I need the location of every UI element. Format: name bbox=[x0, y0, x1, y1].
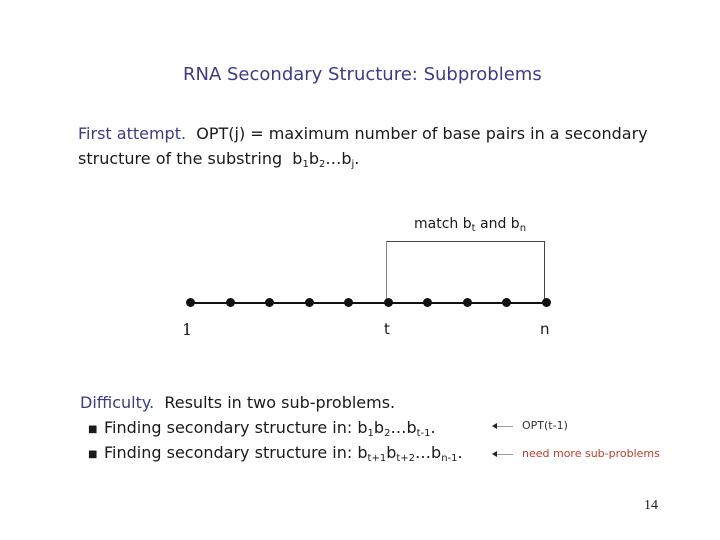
difficulty-line bbox=[80, 393, 395, 412]
note-opt-t-minus-1: OPT(t-1) bbox=[522, 419, 568, 432]
position-label-1: 1 bbox=[182, 320, 193, 339]
first-attempt-label: First attempt. bbox=[78, 124, 187, 143]
sequence-dot bbox=[502, 298, 511, 307]
sequence-dot bbox=[265, 298, 274, 307]
sequence-dot bbox=[423, 298, 432, 307]
match-bracket-right bbox=[544, 241, 545, 300]
opt-definition-cont: structure of the substring bbox=[78, 149, 283, 168]
note-more-subproblems: need more sub-problems bbox=[522, 447, 660, 460]
sequence-dot bbox=[542, 298, 551, 307]
first-attempt-line-2: structure of the substring $b_1b_2\dots b_j$. bbox=[78, 149, 360, 170]
arrow-line-2 bbox=[497, 454, 513, 455]
subproblem-1: Finding secondary structure in: $b_1b_2\dots b_{t-1}$. bbox=[104, 418, 436, 439]
position-label-t: t bbox=[384, 320, 390, 338]
arrow-line-1 bbox=[497, 426, 513, 427]
sequence-dot bbox=[463, 298, 472, 307]
sequence-line bbox=[190, 302, 544, 304]
first-attempt-line-1 bbox=[78, 124, 648, 143]
bullet-1: ■ bbox=[88, 424, 98, 435]
match-label: match $b_t$ and $b_n$ bbox=[414, 216, 527, 234]
sequence-dot bbox=[186, 298, 195, 307]
difficulty-label: Difficulty. bbox=[80, 393, 155, 412]
opt-definition: OPT(j) = maximum number of base pairs in a secondary bbox=[196, 124, 648, 143]
match-bracket-top bbox=[386, 241, 544, 242]
position-label-n: n bbox=[540, 320, 550, 338]
difficulty-text: Results in two sub-problems. bbox=[164, 393, 396, 412]
sequence-dot bbox=[344, 298, 353, 307]
slide-title: RNA Secondary Structure: Subproblems bbox=[183, 64, 542, 85]
bullet-2: ■ bbox=[88, 449, 98, 460]
sequence-dot bbox=[305, 298, 314, 307]
match-bracket-left bbox=[386, 241, 387, 300]
sequence-dot bbox=[384, 298, 393, 307]
subproblem-2: Finding secondary structure in: $b_{t+1}b_{t+2}\dots b_{n-1}$. bbox=[104, 443, 463, 464]
page-number: 14 bbox=[644, 498, 658, 513]
sequence-dot bbox=[226, 298, 235, 307]
